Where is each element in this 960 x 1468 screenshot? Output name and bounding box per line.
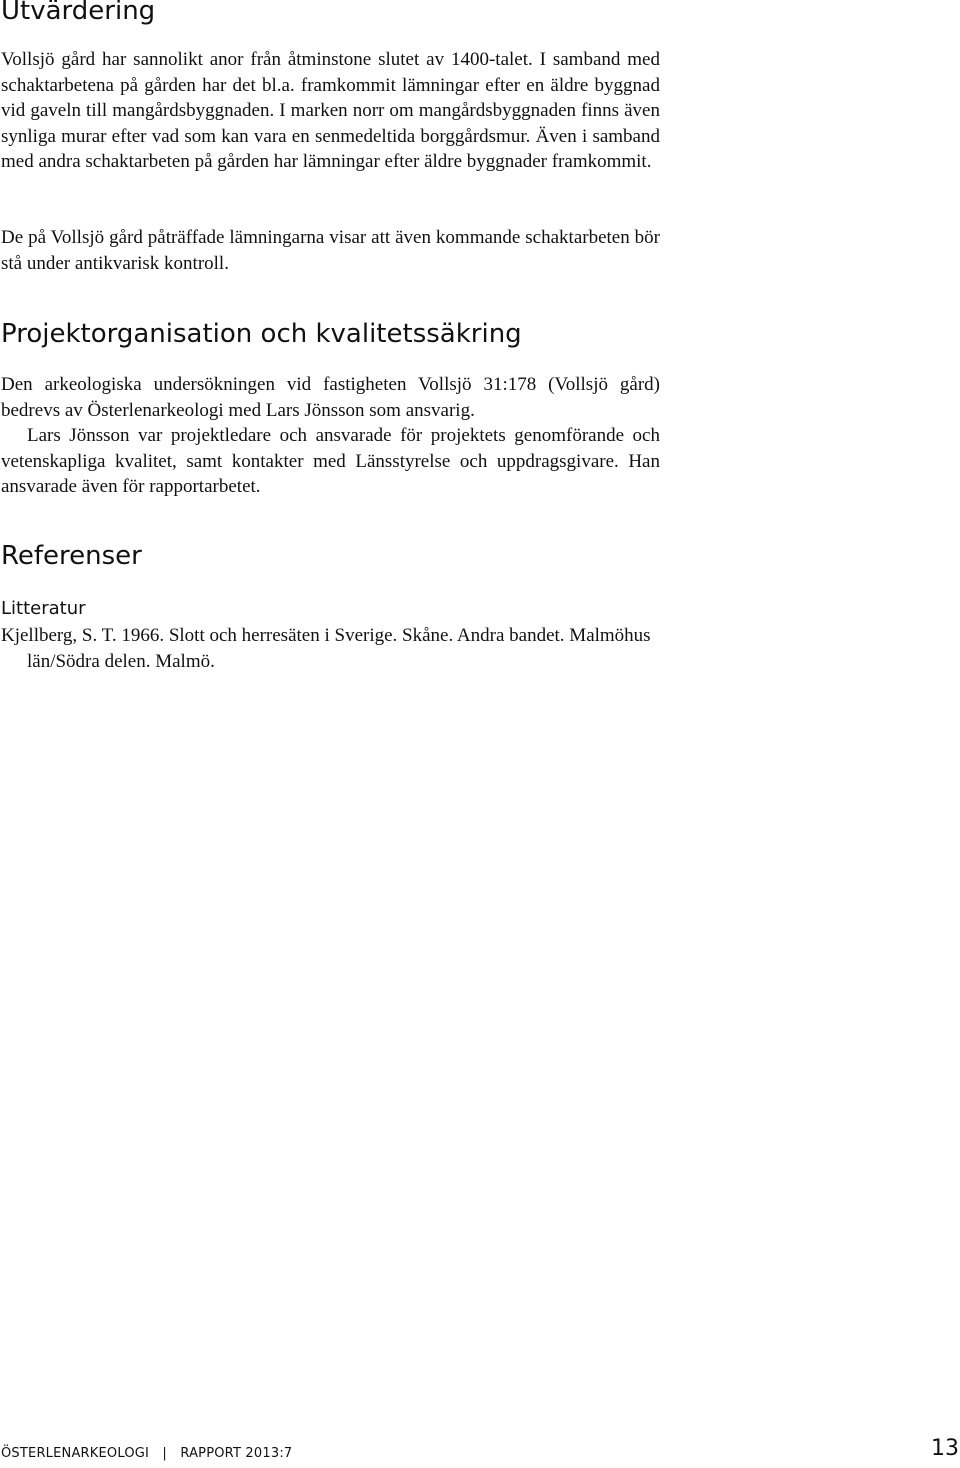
body-paragraph: Den arkeologiska undersökningen vid fastigheten Vollsjö 31:178 (Vollsjö gård) bedrevs av Österlenarkeologi med Lars Jönsson som ansvarig.	[1, 374, 660, 421]
footer-report: RAPPORT 2013:7	[180, 1446, 293, 1461]
page-number: 13	[931, 1436, 959, 1461]
body-paragraph: De på Vollsjö gård påträffade lämningarna visar att även kommande schaktarbeten bör stå under antikvarisk kontroll.	[1, 227, 660, 274]
footer-publisher: ÖSTERLENARKEOLOGI	[1, 1446, 150, 1461]
reference-entry: Kjellberg, S. T. 1966. Slott och herresäten i Sverige. Skåne. Andra bandet. Malmöhus län/Södra delen. Malmö.	[1, 625, 651, 672]
section-heading: Projektorganisation och kvalitetssäkring	[1, 319, 522, 349]
page-footer	[0, 1436, 960, 1468]
section-heading: Utvärdering	[1, 0, 156, 26]
section-heading: Referenser	[1, 541, 142, 571]
body-paragraph: Vollsjö gård har sannolikt anor från åtminstone slutet av 1400-talet. I samband med schaktarbetena på gården har det bl.a. framkommit lämningar efter en äldre byggnad vid gaveln till mangårdsbyggnaden. I marken norr om mangårdsbyggnaden finns även synliga murar efter vad som kan vara en senmedeltida borggårdsmur. Även i samband med andra schaktarbeten på gården har lämningar efter äldre byggnader framkommit.	[1, 49, 660, 172]
body-paragraph: Lars Jönsson var projektledare och ansvarade för projektets genomförande och vetenskapliga kvalitet, samt kontakter med Länsstyrelse och uppdragsgivare. Han ansvarade även för rapportarbetet.	[1, 425, 660, 497]
footer-separator: |	[162, 1446, 168, 1461]
footer-publication	[1, 1446, 292, 1461]
subsection-heading: Litteratur	[1, 598, 86, 619]
